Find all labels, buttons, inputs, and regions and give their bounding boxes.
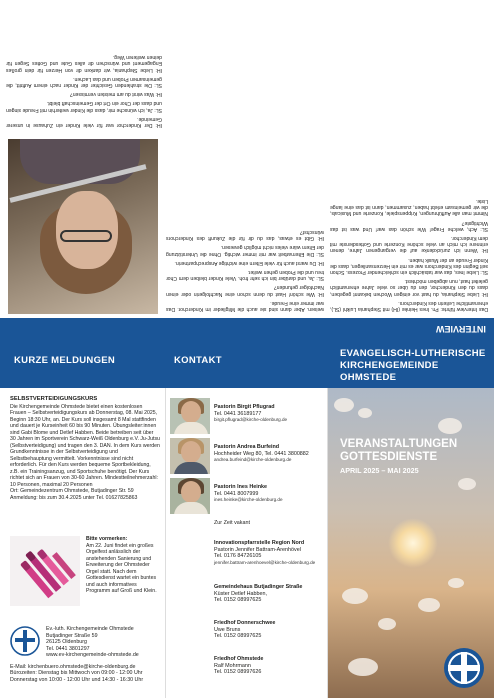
lipstick-image <box>10 536 80 606</box>
person-photo <box>170 478 210 514</box>
interview-paragraph: IH: Du warst auch für viele Eltern eine wichtige Ansprechpartnerin. <box>174 259 324 266</box>
interview-paragraph: SL: Liebe Ines, das war tatsächlich ein schleichender Prozess. Schon seit Beginn des Kinderchors war es mir ein Herzensanliegen, dass die Kinder Freude an der Musik haben. <box>330 256 488 275</box>
cover-title <box>340 438 490 475</box>
contact-name: Pastorin Birgit Pflugrad <box>214 404 275 410</box>
haus-name: Gemeindehaus Butjadinger Straße <box>214 584 303 590</box>
contact-email[interactable]: ines.heinke@kirche-oldenburg.de <box>214 497 283 503</box>
church-address <box>46 626 139 659</box>
hours-line: Donnerstag von 10:00 - 12:00 Uhr und 14:30 - 16:30 Uhr <box>10 676 144 683</box>
address-line: 26125 Oldenburg <box>46 639 87 646</box>
interview-paragraph: IH: Liebe Stephania, du hast vor einigen Wochen bekannt gegeben, dass du den Kinderchor, den du über so viele Jahre ehrenamtlich geleitet hast, nun abgeben möchtest. <box>330 278 488 297</box>
interview-title: INTERVIEW <box>436 324 486 334</box>
interview-paragraph: SL: Die strahlenden Gesichter der Kinder nach einem Auftritt, die gemeinsamen Proben und das Lachen. <box>6 75 162 88</box>
interview-paragraph: IH: Gibt es etwas, das du dir für die Zukunft des Kinderchors wünschst? <box>166 228 324 242</box>
interview-paragraph: SL: Ach, welche Frage! Wie schön das war! Und was ist das Wichtigste? <box>330 219 488 232</box>
region-name: Innovationspfarrstelle Region Nord <box>214 540 305 546</box>
person-photo <box>170 398 210 434</box>
address-line: Tel. 0441 3801297 <box>46 645 90 652</box>
gemeinde-title-line-1: EVANGELISCH-LUTHERISCHE <box>340 348 486 359</box>
region-email[interactable]: jennifer.battram-arenhoevel@kirche-oldenburg.de <box>214 559 316 565</box>
interview-paragraph: IH: Wie schön! Hast du denn schon eine Nachfolgerin oder einen Nachfolger gefunden? <box>166 284 324 297</box>
friedhof-phone: Tel. 0152 08997626 <box>214 669 262 676</box>
sun-glow <box>388 518 438 568</box>
kurs-body: Die Kirchengemeinde Ohmstede bietet einen kostenlosen Frauen – Selbstverteidigungskurs ab Donnerstag, 08. Mai 2025, Beginn 18:30 Uhr, an. Der Kurs soll insgesamt 8 Mal stattfinden und dauert je Kurseinheit 60 bis 90 Minuten. Übungsleiter:innen sind Gabi Blome und Detlef Habben. Beide betreiben seit über 30 Jahren im Sportverein Schwarz-Weiß Oldenburg e.V. Ju-Jutsu (Selbstverteidigung) und tragen den 3. DAN. In dem Kurs werden Grundkenntnisse in der Selbstverteidigung und Selbstbehauptung vermittelt. Vorkenntnisse sind nicht erforderlich. Für den Kurs werden bequeme Sportbekleidung, z.B. ein Trainingsanzug, und Sportschuhe benötigt. Der Kurs richtet sich an Frauen von 30-60 Jahren. Mindestteilnehmerzahl: 10 Personen, maximal 20 Personen <box>10 403 160 488</box>
person-photo <box>170 438 210 474</box>
vakant-note: Zur Zeit vakant <box>214 520 250 526</box>
hours-line: Bürozeiten: Dienstag bis Mittwoch von 09:00 - 12:00 Uhr <box>10 670 143 677</box>
orgelfest-notice <box>86 536 160 595</box>
friedhof-name: Friedhof Donnerschwee <box>214 620 276 626</box>
haus-person: Küster Detlef Habben, <box>214 590 268 597</box>
friedhof-phone: Tel. 0152 08997625 <box>214 633 262 640</box>
title-veranstaltungen: VERANSTALTUNGEN <box>340 438 458 450</box>
kurs-anmeldung: Anmeldung: bis zum 30.4.2025 unter Tel. 01627825863 <box>10 494 138 501</box>
interview-column-3 <box>6 51 162 128</box>
interview-section <box>0 0 494 318</box>
region-phone: Tel. 0176 84726105 <box>214 553 262 560</box>
interview-column-1 <box>330 195 488 312</box>
kontakt-title: KONTAKT <box>174 355 222 366</box>
church-logo-icon <box>10 626 40 656</box>
interview-paragraph: SL: Ja, ich wünsche mir, dass die Kinder weiterhin mit Freude singen und dass der Chor ein Ort der Gemeinschaft bleibt. <box>6 100 162 113</box>
contact-name: Pastorin Andrea Burfeind <box>214 444 280 450</box>
notice-body: Am 22. Juni findet ein großes Orgelfest anlässlich der anstehenden Sanierung und Erweiterung der Ohmsteder Orgel statt. Nach dem Gottesdienst wartet ein buntes und auch informatives Programm auf Groß und Klein. <box>86 542 157 594</box>
divider <box>165 388 166 698</box>
interview-paragraph: Nimmt man alle Aufführungen, Krippenspiele, Konzerte und Musicals, die wir gemeinsam erlebt haben, zusammen, dann ist das eine lange Liste. <box>330 197 488 217</box>
address-line: Butjadinger Straße 59 <box>46 632 98 639</box>
interview-rotated <box>0 0 494 318</box>
kurze-meldungen-title: KURZE MELDUNGEN <box>14 355 116 366</box>
friedhof-name: Friedhof Ohmstede <box>214 656 264 662</box>
region-person: Pastorin Jennifer Battram-Arenhövel <box>214 546 301 553</box>
gemeinde-title-line-2: KIRCHENGEMEINDE OHMSTEDE <box>340 360 439 383</box>
email-line[interactable]: E-Mail: kirchenbuero.ohmstede@kirche-oldenburg.de <box>10 664 136 670</box>
interview-paragraph: Das Interview führte: Pn. Ines Heinke (IH) mit Stephania Luikhl (SL), ehrenamtliche Leiterin des Kinderchors. <box>330 299 488 312</box>
notice-heading: Bitte vormerken: <box>86 536 128 542</box>
office-hours <box>10 664 170 683</box>
interview-paragraph: SL: Die Elternarbeit war mir immer wichtig. Ohne die Unterstützung der Eltern wäre vieles nicht möglich gewesen. <box>166 244 324 257</box>
contact-phone: Tel. 0441 36189177 <box>214 410 262 417</box>
contact-name: Pastorin Ines Heinke <box>214 484 268 490</box>
interview-paragraph: IH: Was wirst du am meisten vermissen? <box>69 91 162 98</box>
interview-paragraph: IH: Der Kinderchor war für viele Kinder ein Zuhause in unserer Gemeinde. <box>6 115 162 128</box>
interview-photo <box>8 139 158 314</box>
kurs-ort: Ort: Gemeindezentrum Ohmstede, Butjadinger Str. 59 <box>10 488 134 494</box>
friedhof-donnerschwee-contact <box>214 620 324 640</box>
interview-paragraph: IH: Wenn ich zurückdenke auf die vergangenen Jahre, denen erinnere ich mich an viele schöne Konzerte und Gottesdienste mit dem Kinderchor. <box>330 234 488 254</box>
interview-column-2 <box>166 226 324 312</box>
kurs-heading: SELBSTVERTEIDIGUNGSKURS <box>10 396 98 402</box>
gemeindehaus-contact <box>214 584 324 604</box>
contact-phone: Hochheider Weg 80, Tel. 0441 3800882 <box>214 450 309 457</box>
friedhof-person: Ralf Mohrmann <box>214 662 251 669</box>
cover-panel <box>328 388 494 698</box>
haus-phone: Tel. 0152 08997625 <box>214 597 262 604</box>
region-contact <box>214 540 324 566</box>
website-link[interactable]: www.ev-kirchengemeinde-ohmstede.de <box>46 652 139 659</box>
gemeinde-title <box>340 348 494 384</box>
contact-email[interactable]: birgit.pflugrad@kirche-oldenburg.de <box>214 417 288 423</box>
contact-phone: Tel. 0441 8007999 <box>214 490 259 497</box>
interview-paragraph: IH: Liebe Stephania, wir danken dir von Herzen für dein großes Engagement und wünschen dir alles Gute und Gottes Segen für deinen weiteren Weg. <box>6 54 162 73</box>
kurze-meldungen-column <box>10 396 160 501</box>
address-line: Ev.-luth. Kirchengemeinde Ohmstede <box>46 626 134 632</box>
friedhof-ohmstede-contact <box>214 656 324 676</box>
blue-banner <box>0 318 494 388</box>
title-zeitraum: APRIL 2025 – MAI 2025 <box>340 466 419 475</box>
interview-paragraph: weisen. Aber dann sind sie auch die Mitglieder im Kinderchor. Das war immer eine Freude. <box>166 299 324 312</box>
interview-paragraph: SL: Ja, und darüber bin ich sehr froh. Viele Kinder bleiben dem Chor treu und die Proben gehen weiter. <box>166 268 324 282</box>
contact-email[interactable]: andrea.burfeind@kirche-oldenburg.de <box>214 457 292 463</box>
friedhof-person: Uwe Bruns <box>214 626 241 633</box>
lower-section <box>0 388 494 698</box>
title-gottesdienste: GOTTESDIENSTE <box>340 451 438 463</box>
church-cross-logo-icon <box>442 646 486 690</box>
